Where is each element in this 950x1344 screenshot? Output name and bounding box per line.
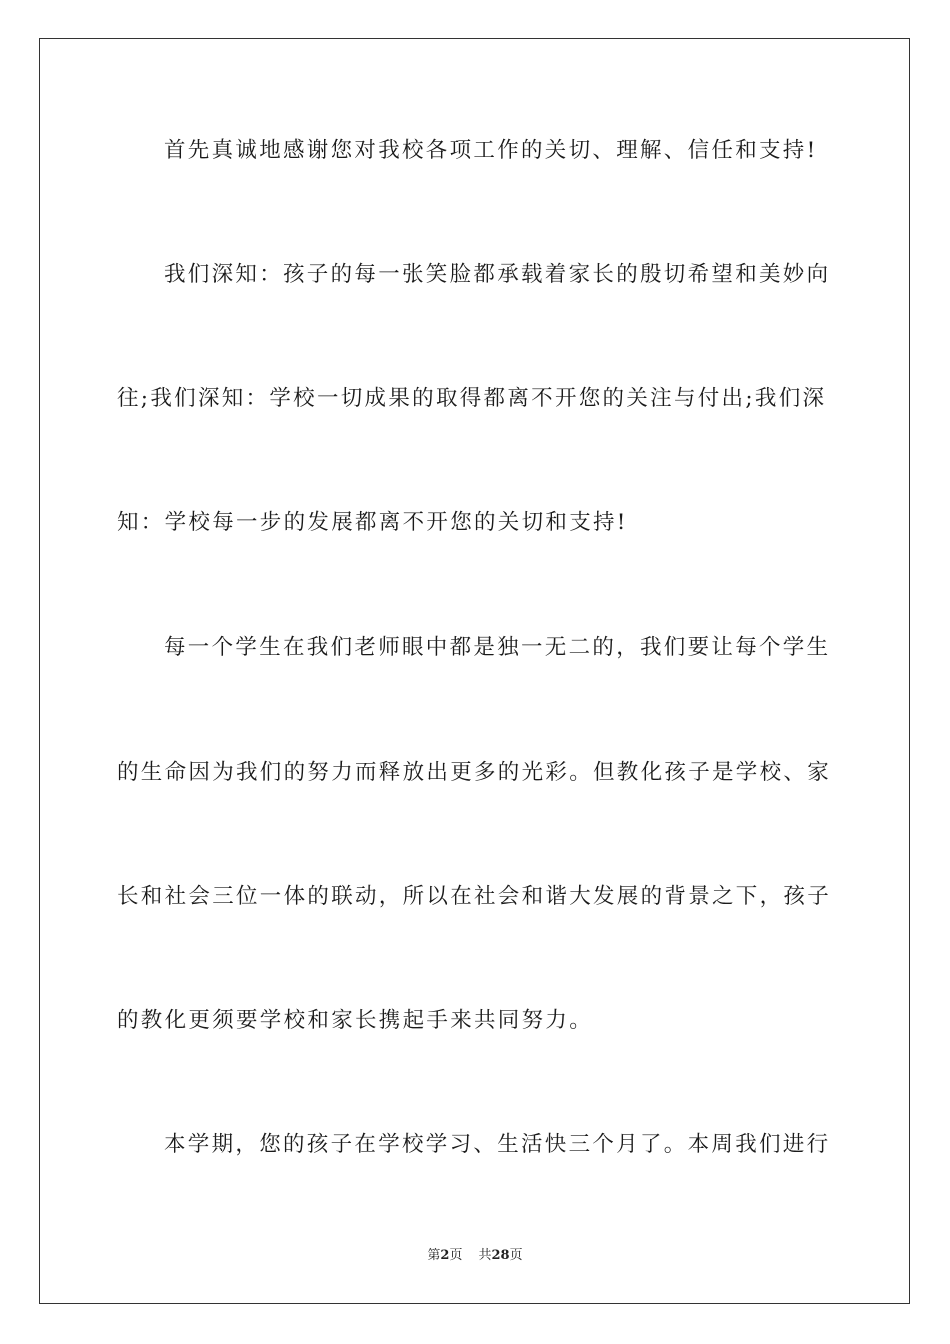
paragraph-line: 首先真诚地感谢您对我校各项工作的关切、理解、信任和支持!	[164, 138, 818, 163]
total-suffix: 页	[509, 1248, 523, 1263]
paragraph-line: 的教化更须要学校和家长携起手来共同努力。	[117, 1008, 594, 1033]
total-prefix: 共	[478, 1248, 492, 1263]
paragraph-line: 我们深知：孩子的每一张笑脸都承载着家长的殷切希望和美妙向	[164, 262, 831, 287]
page-frame	[39, 38, 910, 1304]
paragraph-line: 长和社会三位一体的联动，所以在社会和谐大发展的背景之下，孩子	[117, 884, 832, 909]
paragraph-line: 往;我们深知：学校一切成果的取得都离不开您的关注与付出;我们深	[117, 386, 827, 411]
page-number: 2	[440, 1248, 450, 1263]
paragraph-line: 的生命因为我们的努力而释放出更多的光彩。但教化孩子是学校、家	[117, 760, 832, 785]
paragraph-line: 知：学校每一步的发展都离不开您的关切和支持!	[117, 510, 628, 535]
paragraph-line: 每一个学生在我们老师眼中都是独一无二的，我们要让每个学生	[164, 635, 831, 660]
page-suffix: 页	[449, 1248, 463, 1263]
page-prefix: 第	[427, 1248, 441, 1263]
total-pages: 28	[491, 1248, 510, 1263]
page-footer	[0, 1247, 950, 1265]
paragraph-line: 本学期，您的孩子在学校学习、生活快三个月了。本周我们进行	[164, 1132, 831, 1157]
